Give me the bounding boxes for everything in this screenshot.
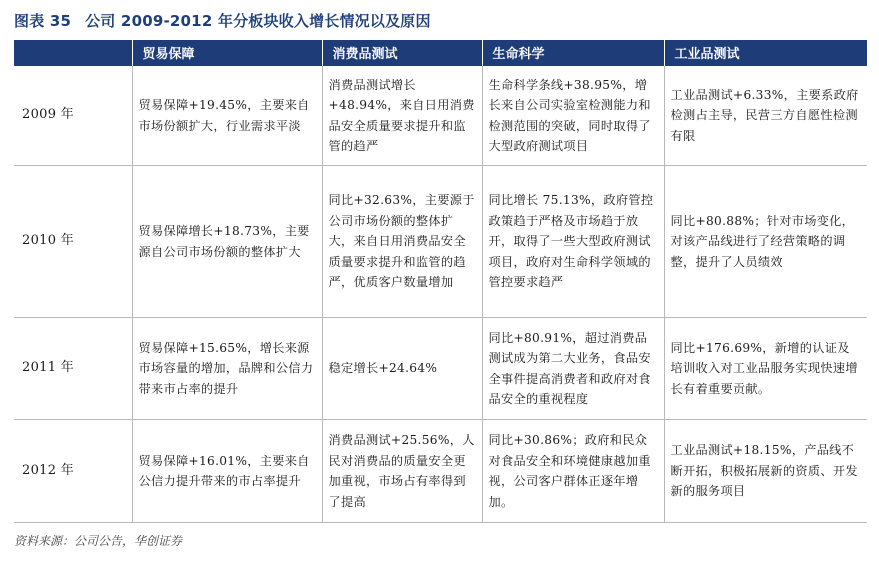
table-row	[14, 166, 867, 318]
row-year: 2009 年	[14, 66, 132, 166]
cell-industrial-testing: 同比+176.69%，新增的认证及培训收入对工业品服务实现快速增长有着重要贡献。	[664, 318, 867, 420]
cell-trade-assurance: 贸易保障增长+18.73%，主要源自公司市场份额的整体扩大	[132, 166, 322, 318]
figure-title	[14, 10, 431, 31]
cell-consumer-testing: 消费品测试增长+48.94%，来自日用消费品安全质量要求提升和监管的趋严	[322, 66, 482, 166]
figure-title-text: 公司 2009-2012 年分板块收入增长情况以及原因	[85, 12, 431, 30]
cell-trade-assurance: 贸易保障+16.01%，主要来自公信力提升带来的市占率提升	[132, 420, 322, 523]
cell-consumer-testing: 稳定增长+24.64%	[322, 318, 482, 420]
cell-life-science: 同比+30.86%；政府和民众对食品安全和环境健康越加重视，公司客户群体正逐年增加。	[482, 420, 664, 523]
cell-life-science: 同比+80.91%，超过消费品测试成为第二大业务，食品安全事件提高消费者和政府对食品安全的重视程度	[482, 318, 664, 420]
revenue-growth-table-container	[14, 40, 867, 523]
table-row	[14, 318, 867, 420]
cell-life-science: 同比增长 75.13%，政府管控政策趋于严格及市场趋于放开，取得了一些大型政府测试项目，政府对生命科学领域的管控要求趋严	[482, 166, 664, 318]
row-year: 2011 年	[14, 318, 132, 420]
cell-industrial-testing: 同比+80.88%；针对市场变化，对该产品线进行了经营策略的调整，提升了人员绩效	[664, 166, 867, 318]
cell-consumer-testing: 消费品测试+25.56%，人民对消费品的质量安全更加重视，市场占有率得到了提高	[322, 420, 482, 523]
cell-industrial-testing: 工业品测试+6.33%，主要系政府检测占主导，民营三方自愿性检测有限	[664, 66, 867, 166]
revenue-growth-table	[14, 40, 867, 523]
cell-trade-assurance: 贸易保障+15.65%，增长来源市场容量的增加，品牌和公信力带来市占率的提升	[132, 318, 322, 420]
header-life-science: 生命科学	[482, 40, 664, 66]
row-year: 2012 年	[14, 420, 132, 523]
cell-industrial-testing: 工业品测试+18.15%，产品线不断开拓，积极拓展新的资质、开发新的服务项目	[664, 420, 867, 523]
cell-trade-assurance: 贸易保障+19.45%，主要来自市场份额扩大，行业需求平淡	[132, 66, 322, 166]
header-consumer-testing: 消费品测试	[322, 40, 482, 66]
header-trade-assurance: 贸易保障	[132, 40, 322, 66]
table-row	[14, 420, 867, 523]
header-year	[14, 40, 132, 66]
row-year: 2010 年	[14, 166, 132, 318]
header-industrial-testing: 工业品测试	[664, 40, 867, 66]
cell-life-science: 生命科学条线+38.95%，增长来自公司实验室检测能力和检测范围的突破，同时取得了大型政府测试项目	[482, 66, 664, 166]
cell-consumer-testing: 同比+32.63%，主要源于公司市场份额的整体扩大，来自日用消费品安全质量要求提升和监管的趋严，优质客户数量增加	[322, 166, 482, 318]
figure-number: 图表 35	[14, 12, 72, 30]
source-note: 资料来源：公司公告，华创证券	[14, 534, 183, 548]
table-header-row	[14, 40, 867, 66]
table-row	[14, 66, 867, 166]
